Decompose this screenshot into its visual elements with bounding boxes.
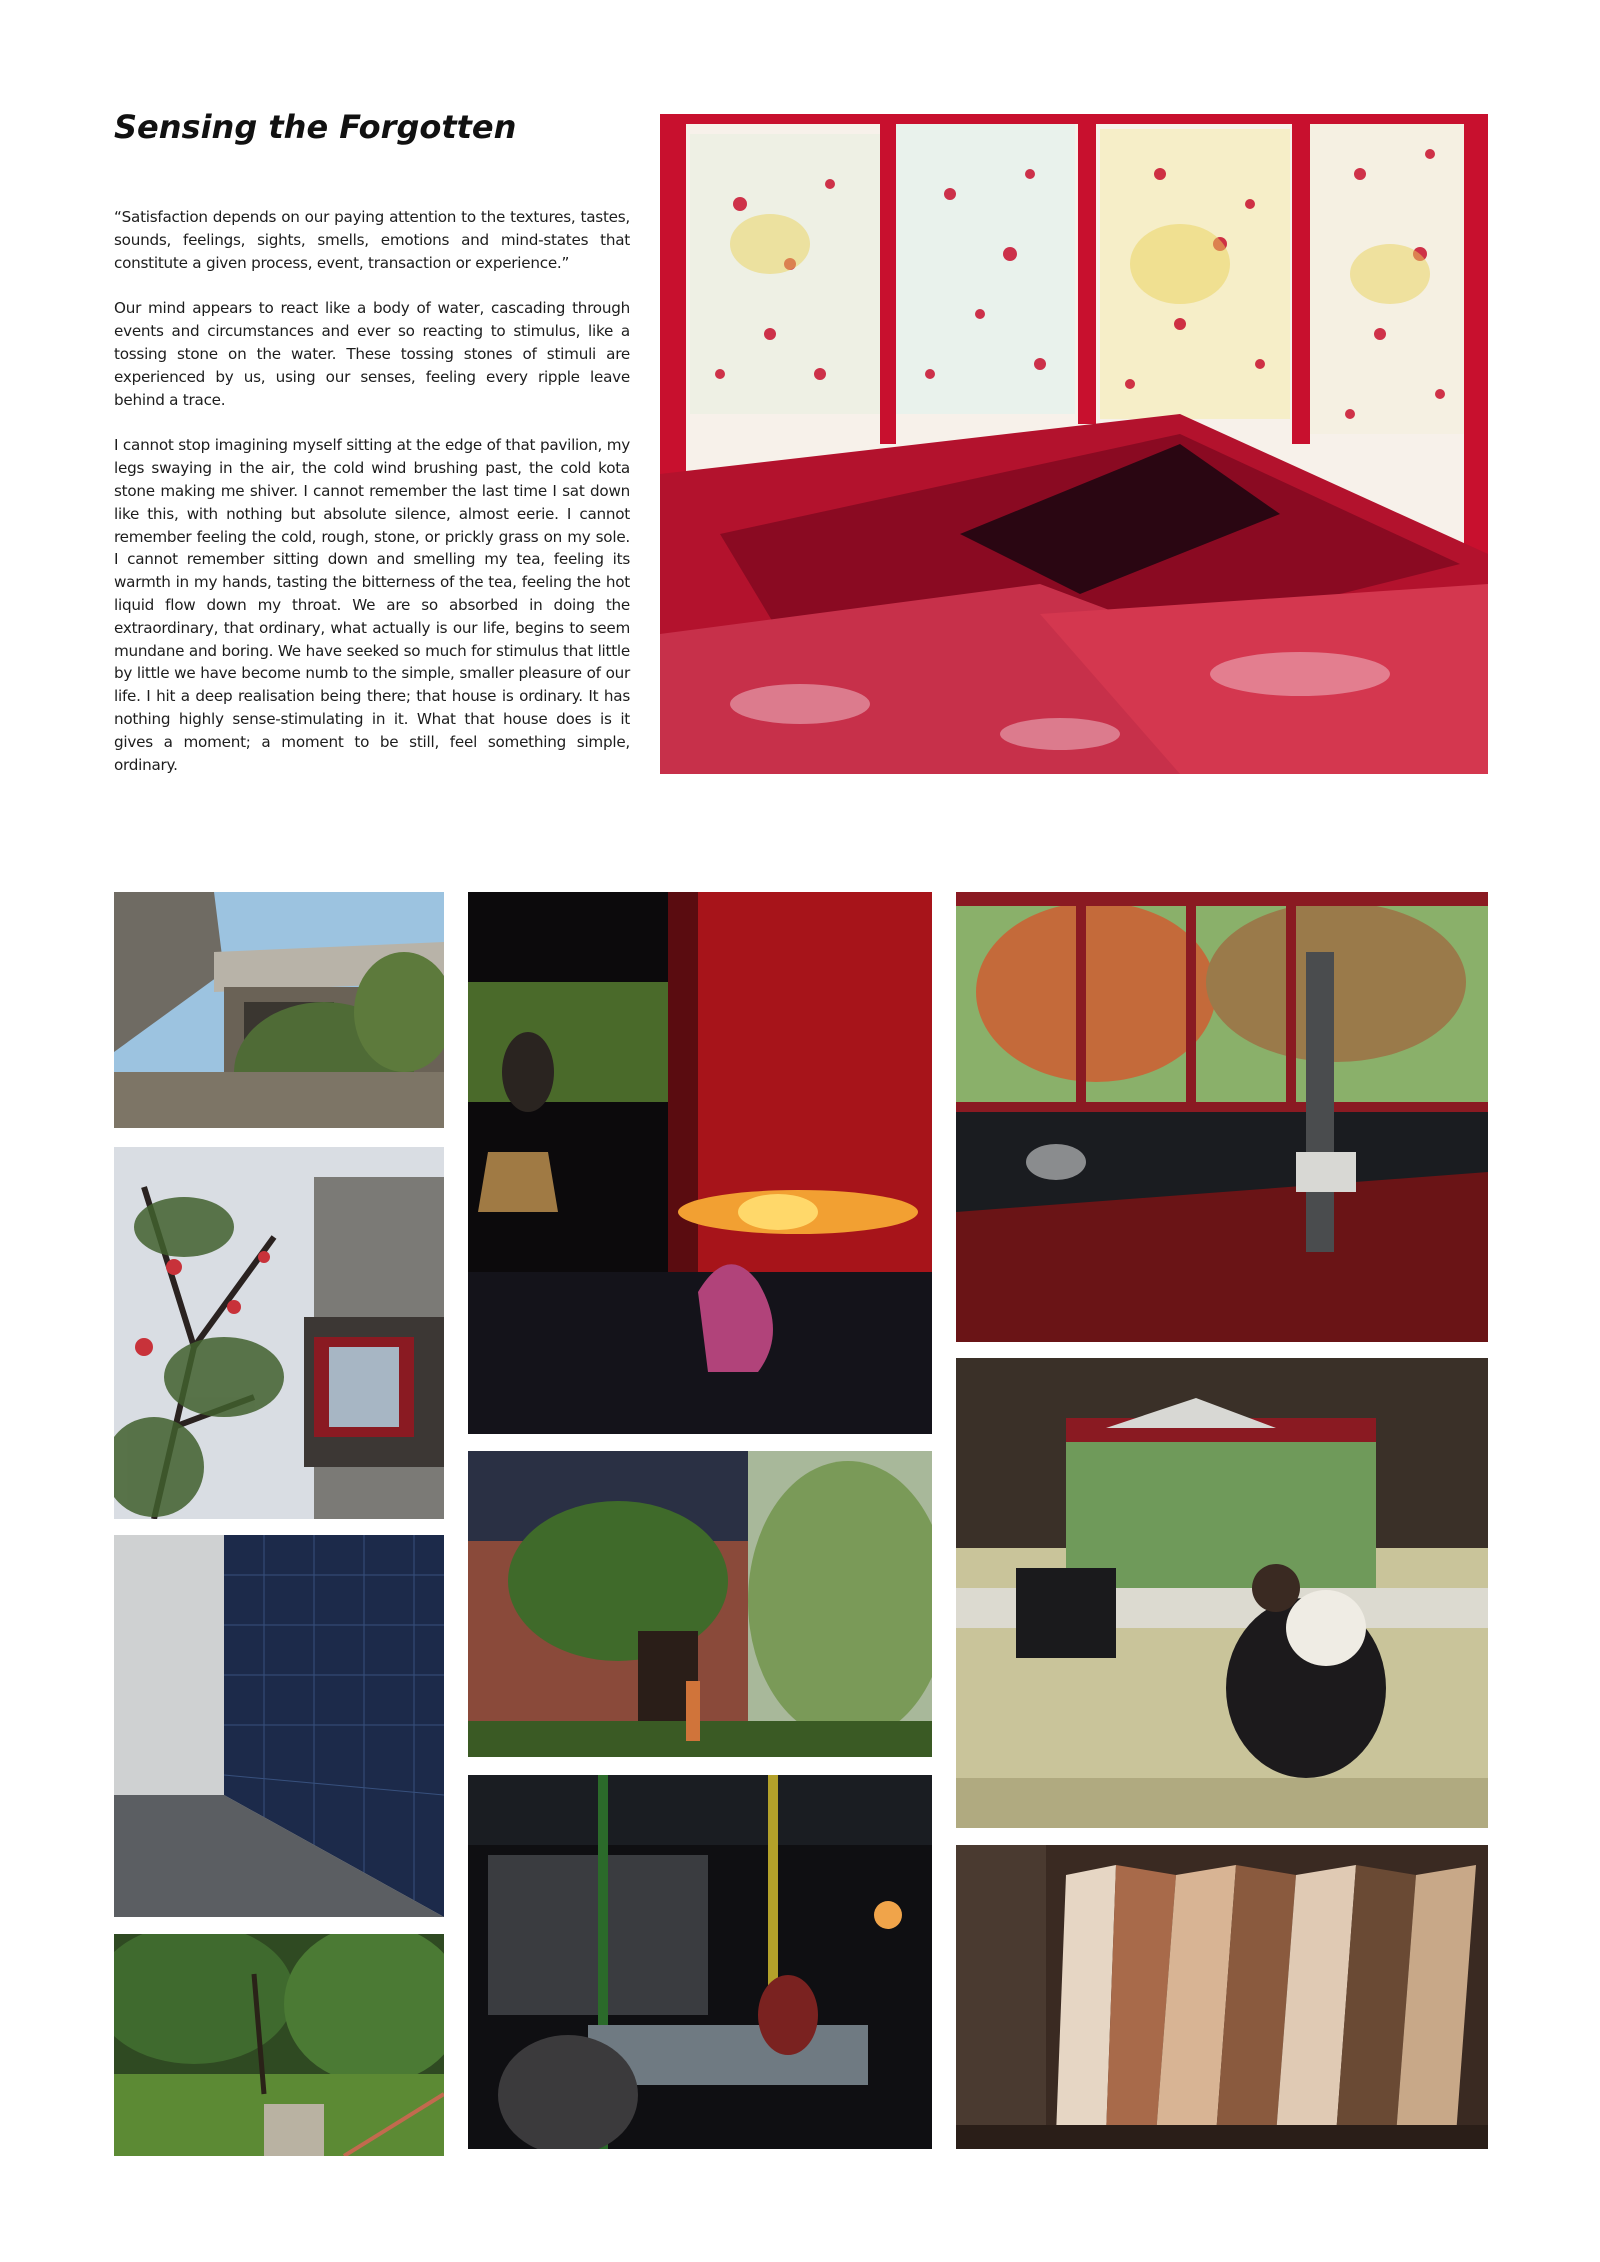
garden-path-photo bbox=[114, 1934, 444, 2156]
essay-text bbox=[114, 206, 630, 799]
glass-block-wall-photo bbox=[114, 1535, 444, 1917]
kitchen-windows-photo bbox=[956, 892, 1488, 1342]
person-sketching-interior-photo bbox=[956, 1358, 1488, 1828]
red-wall-sweeping-photo bbox=[468, 892, 932, 1434]
body-paragraph: I cannot stop imagining myself sitting at the edge of that pavilion, my legs swaying in the air, the cold wind brushing past, the cold kota stone making me shiver. I cannot remember the last time I sat down like this, with nothing but absolute silence, almost eerie. I cannot remember feeling the cold, rough, stone, or prickly grass on my sole. I cannot remember sitting down and smelling my tea, feeling its warmth in my hands, tasting the bitterness of the tea, feeling the hot liquid flow down my throat. We are so absorbed in doing the extraordinary, that ordinary, what actually is our life, begins to seem mundane and boring. We have seeked so much for stimulus that little by little we have become numb to the simple, smaller pleasure of our life. I hit a deep realisation being there; that house is ordinary. It has nothing highly sense-stimulating in it. What that house does is it gives a moment; a moment to be still, feel something simple, ordinary. bbox=[114, 436, 630, 774]
quote-paragraph: “Satisfaction depends on our paying attention to the textures, tastes, sounds, feelings, sights, smells, emotions and mind-states that constitute a given process, event, transaction or experience.” bbox=[114, 208, 630, 272]
house-exterior-rooftop-photo bbox=[114, 892, 444, 1128]
house-facade-tree-photo bbox=[114, 1147, 444, 1519]
painted-pavilion-illustration bbox=[660, 114, 1488, 774]
stacked-books-photo bbox=[956, 1845, 1488, 2149]
dark-pavilion-interior-photo bbox=[468, 1775, 932, 2149]
ivy-covered-house-photo bbox=[468, 1451, 932, 1757]
body-paragraph: Our mind appears to react like a body of water, cascading through events and circumstances and ever so reacting to stimulus, like a tossing stone on the water. These tossing stones of stimuli are experienced by us, using our senses, feeling every ripple leave behind a trace. bbox=[114, 299, 630, 409]
page-title: Sensing the Forgotten bbox=[114, 108, 517, 146]
